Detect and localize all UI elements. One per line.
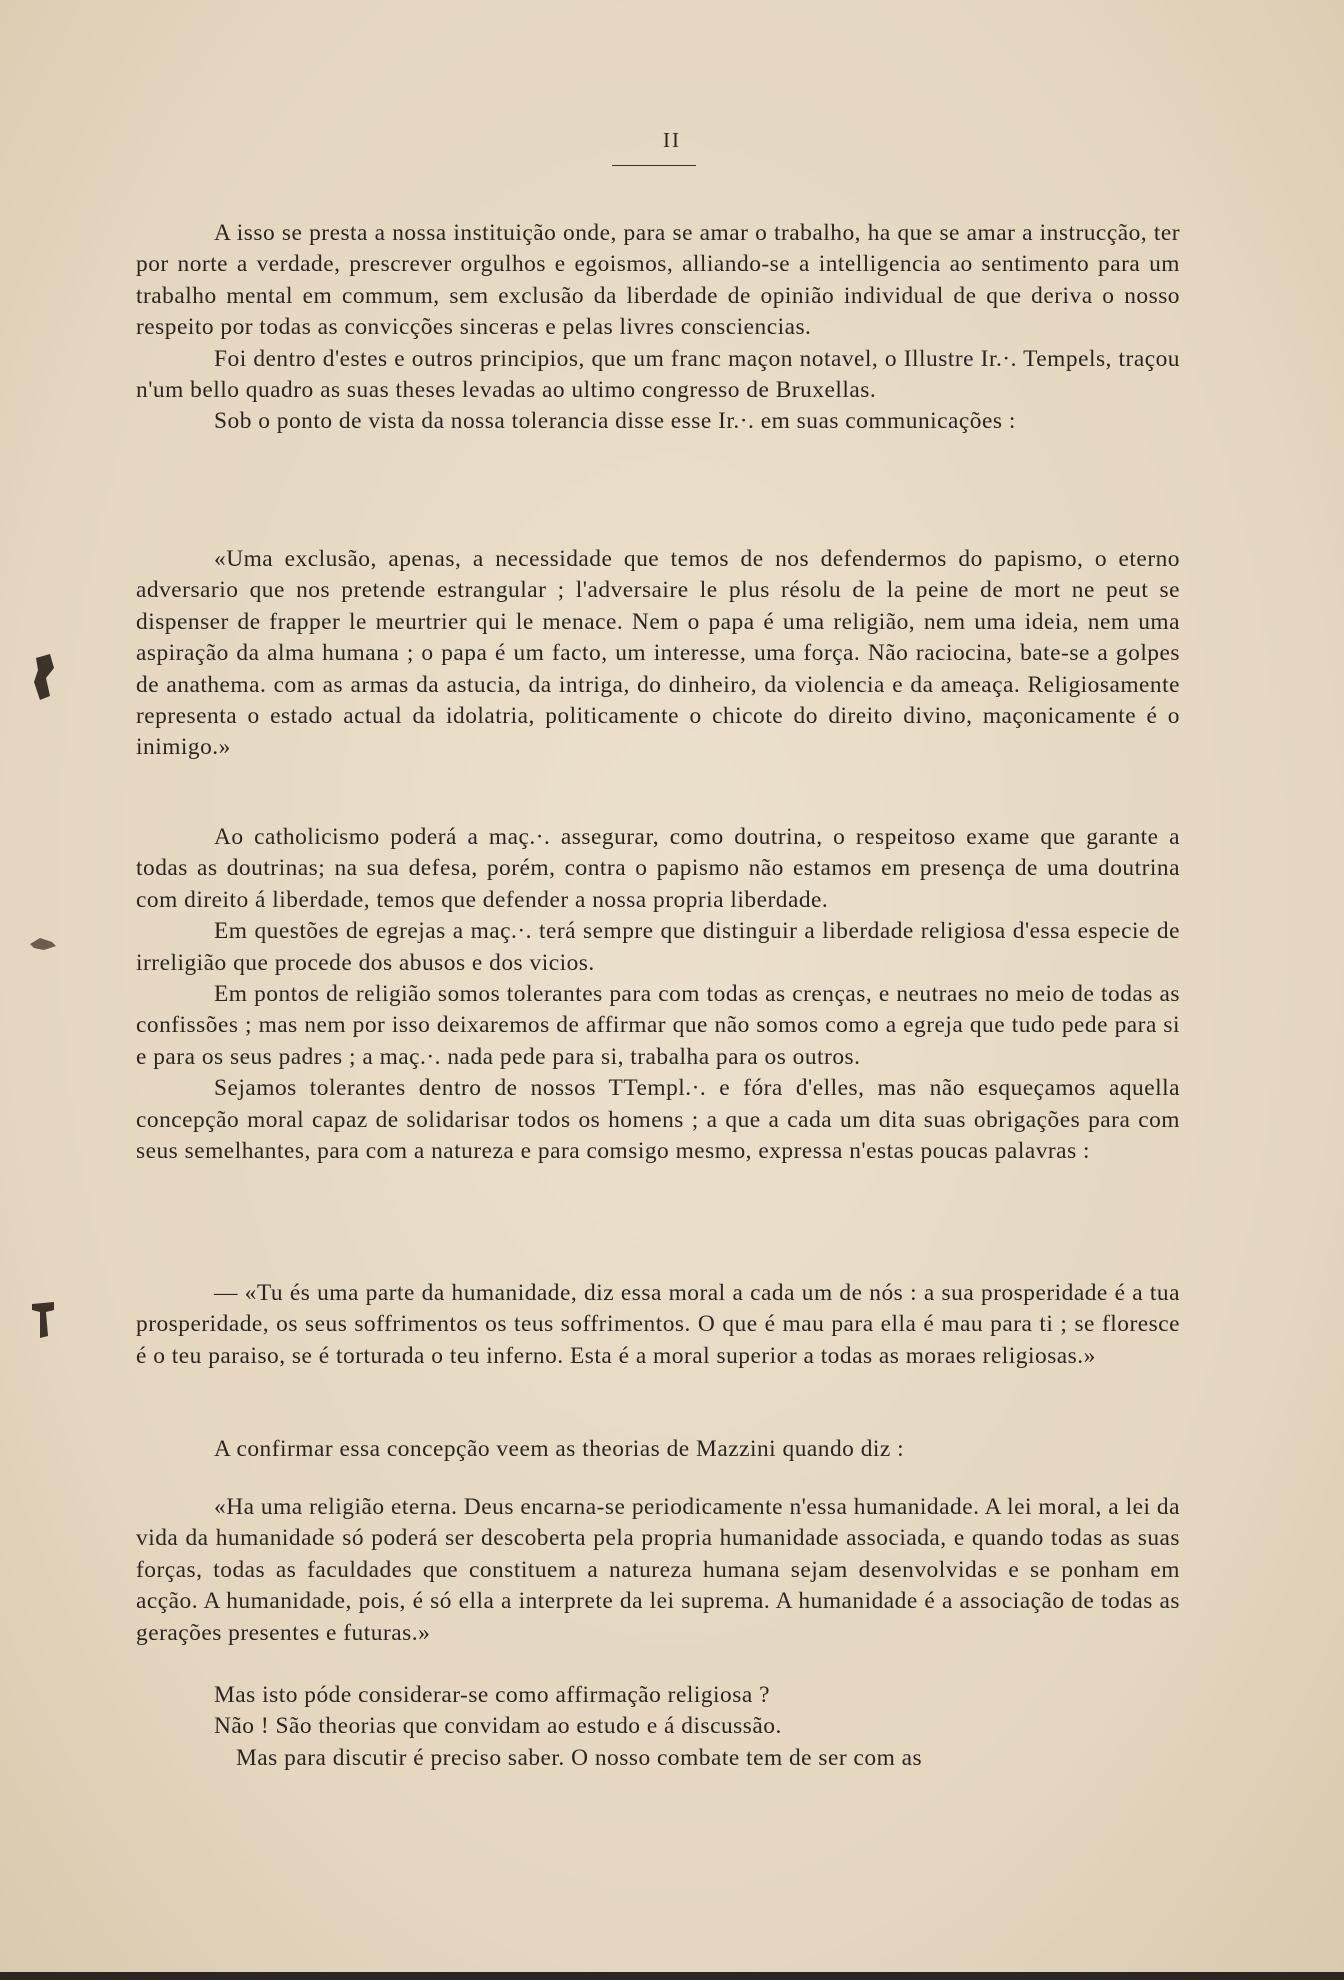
paragraph: Ao catholicismo poderá a maç.·. assegurar, como doutrina, o respeitoso exame que garante a todas as doutrinas; na sua defesa, porém, contra o papismo não estamos em presença de uma doutrina com direito á liberdade, temos que defender a nossa propria liberdade. (136, 824, 1180, 913)
margin-mark-icon (26, 1296, 60, 1344)
quote-mazzini (136, 1492, 1180, 1649)
paragraph: A confirmar essa concepção veem as theorias de Mazzini quando diz : (214, 1436, 905, 1462)
paragraph: A isso se presta a nossa instituição onde, para se amar o trabalho, ha que se amar a instrucção, ter por norte a verdade, prescrever orgulhos e egoismos, alliando-se a intelligencia ao sentimento para um trabalho mental em commum, sem exclusão da liberdade de opinião individual de que deriva o nosso respeito por todas as convicções sinceras e pelas livres consciencias. (136, 220, 1180, 341)
quote-moral (136, 1278, 1180, 1372)
paragraph: Em pontos de religião somos tolerantes para com todas as crenças, e neutraes no meio de todas as confissões ; mas nem por isso deixaremos de affirmar que não somos como a egreja que tudo pede para si e para os seus padres ; a maç.·. nada pede para si, trabalha para os outros. (136, 981, 1180, 1070)
paragraph: Não ! São theorias que convidam ao estudo e á discussão. (214, 1713, 782, 1740)
body-text-section-2 (136, 822, 1180, 1167)
body-text-section-1 (136, 218, 1180, 438)
margin-mark-icon (26, 932, 60, 954)
paragraph: Mas para discutir é preciso saber. O nosso combate tem de ser com as (236, 1744, 923, 1771)
body-text-section-3 (136, 1434, 1180, 1465)
paragraph: — «Tu és uma parte da humanidade, diz essa moral a cada um de nós : a sua prosperidade é a tua prosperidade, os seus soffrimentos os teus soffrimentos. O que é mau para ella é mau para ti ; se floresce é o teu paraiso, se é torturada o teu inferno. Esta é a moral superior a todas as moraes religiosas.» (136, 1280, 1180, 1369)
paragraph: Em questões de egrejas a maç.·. terá sempre que distinguir a liberdade religiosa d'essa especie de irreligião que procede dos abusos e dos vicios. (136, 918, 1180, 976)
paragraph: Foi dentro d'estes e outros principios, que um franc maçon notavel, o Illustre Ir.·. Tempels, traçou n'um bello quadro as suas theses levadas ao ultimo congresso de Bruxellas. (136, 345, 1180, 404)
page-number: II (663, 128, 681, 152)
margin-mark-icon (26, 648, 60, 708)
quote-tempels (136, 544, 1180, 764)
page-edge (0, 1972, 1344, 1980)
paragraph: Sejamos tolerantes dentro de nossos TTempl.·. e fóra d'elles, mas não esqueçamos aquella concepção moral capaz de solidarisar todos os homens ; a que a cada um dita suas obrigações para com seus semelhantes, para com a natureza e para comsigo mesmo, expressa n'estas poucas palavras : (136, 1075, 1180, 1165)
paragraph: Mas isto póde considerar-se como affirmação religiosa ? (214, 1682, 770, 1708)
header-rule (612, 165, 696, 166)
body-text-section-4 (136, 1680, 1180, 1774)
paragraph: «Uma exclusão, apenas, a necessidade que temos de nos defendermos do papismo, o eterno adversario que nos pretende estrangular ; l'adversaire le plus résolu de la peine de mort ne peut se dispenser de frapper le meurtrier qui le menace. Nem o papa é uma religião, nem uma ideia, nem uma aspiração da alma humana ; o papa é um facto, um interesse, uma força. Não raciocina, bate-se a golpes de anathema. com as armas da astucia, da intriga, do dinheiro, da violencia e da ameaça. Religiosamente representa o estado actual da idolatria, politicamente o chicote do direito divino, maçonicamente é o inimigo.» (136, 546, 1180, 761)
paragraph: Sob o ponto de vista da nossa tolerancia disse esse Ir.·. em suas communicações : (214, 408, 1016, 435)
paragraph: «Ha uma religião eterna. Deus encarna-se periodicamente n'essa humanidade. A lei moral, a lei da vida da humanidade só poderá ser descoberta pela propria humanidade associada, e quando todas as suas forças, todas as faculdades que constituem a natureza humana sejam desenvolvidas e se ponham em acção. A humanidade, pois, é só ella a interprete da lei suprema. A humanidade é a associação de todas as gerações presentes e futuras.» (136, 1494, 1180, 1646)
